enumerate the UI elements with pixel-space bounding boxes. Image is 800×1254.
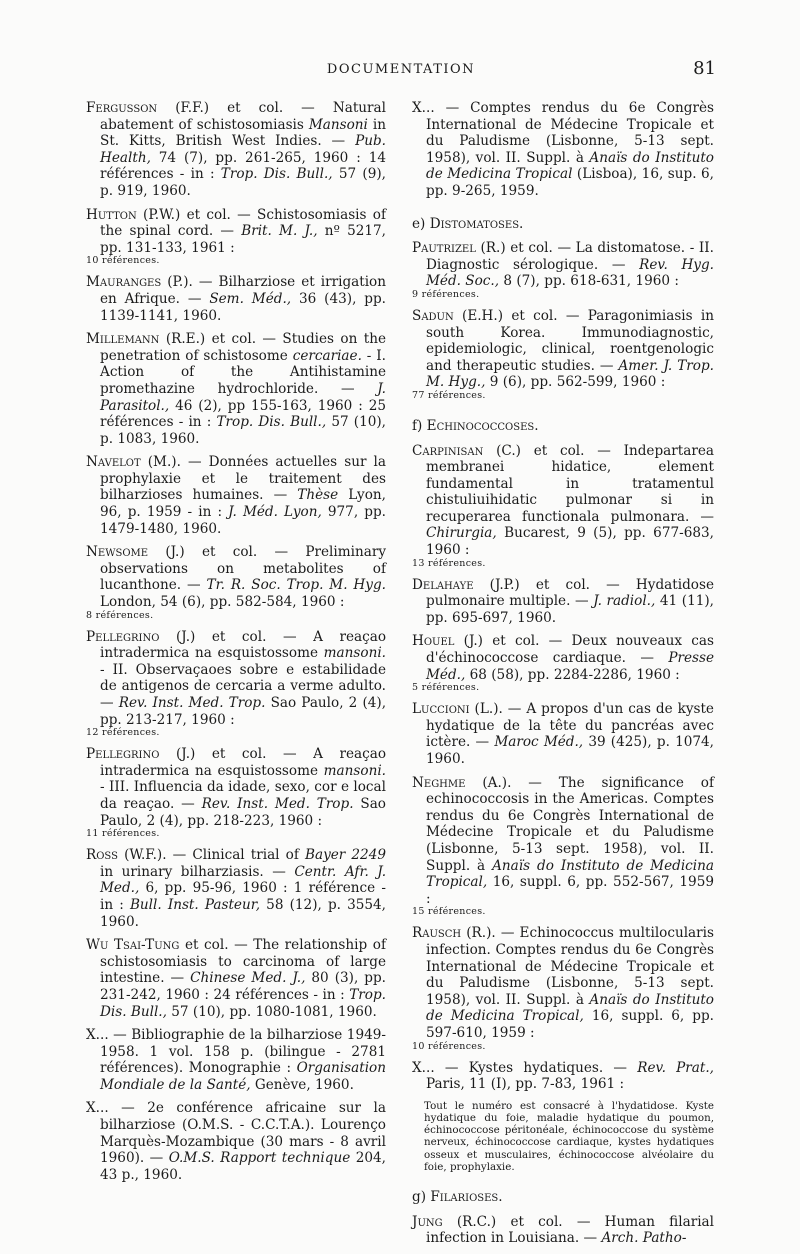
entry-author: Pellegrino (J.) bbox=[86, 628, 196, 645]
entry-references-count: 77 références. bbox=[412, 389, 486, 401]
bibliography-entry bbox=[86, 937, 386, 1020]
bibliography-entry bbox=[412, 443, 714, 570]
entries-distomatoses bbox=[412, 240, 714, 402]
entry-journal: Rev. Inst. Med. Trop. bbox=[118, 695, 266, 711]
bibliography-entry bbox=[412, 1060, 714, 1093]
bibliography-entry bbox=[412, 633, 714, 694]
entry-italic: Bayer 2249 bbox=[304, 847, 386, 864]
entry-references-count: 11 références. bbox=[86, 828, 160, 840]
entry-text: 57 (10), p. 1083, 1960. bbox=[100, 414, 387, 447]
entry-italic: cercariae. bbox=[292, 347, 362, 364]
entry-text: 39 (425), p. 1074, 1960. bbox=[426, 734, 714, 767]
entry-text: et col. — The relationship of schistosomiasis to carcinoma of large intestine. — bbox=[100, 937, 386, 987]
entry-references-count: 15 références. bbox=[412, 906, 486, 918]
entry-text: et col. — Deux nouveaux cas d'échinococcose cardiaque. — bbox=[426, 633, 714, 667]
entry-text: Sao Paulo, 2 (4), pp. 218-223, 1960 : bbox=[100, 795, 386, 829]
bibliography-entry bbox=[412, 100, 714, 200]
entry-author: Jung (R.C.) bbox=[412, 1213, 497, 1230]
section-title: Distomatoses. bbox=[429, 215, 524, 232]
section-letter: e) bbox=[412, 215, 426, 232]
bibliography-entry bbox=[412, 925, 714, 1052]
entry-text: et col. — A reaçao intradermica na esquistossome bbox=[100, 746, 386, 779]
entry-text: 58 (12), p. 3554, 1960. bbox=[100, 896, 387, 930]
section-letter: g) bbox=[412, 1188, 427, 1205]
entry-journal: Rev. Prat., bbox=[637, 1059, 714, 1076]
entry-text: 6, pp. 95-96, 1960 : 1 référence - in : bbox=[100, 880, 386, 913]
entry-journal: J. Méd. Lyon, bbox=[228, 504, 322, 521]
entry-journal: Maroc Méd., bbox=[494, 734, 584, 751]
section-title: Filarioses. bbox=[430, 1188, 503, 1205]
entry-journal: Anaïs do Instituto de Medicina Tropical, bbox=[426, 991, 714, 1025]
entry-journal: O.M.S. Rapport technique bbox=[168, 1150, 351, 1167]
entry-journal: Arch. Patho- bbox=[601, 1230, 687, 1247]
bibliography-entry bbox=[86, 274, 386, 324]
entry-text: London, 54 (6), pp. 582-584, 1960 : bbox=[100, 594, 345, 611]
entry-author: Mauranges (P.). bbox=[86, 274, 193, 291]
entry-text: — 2e conférence africaine sur la bilharziose (O.M.S. - C.C.T.A.). Lourenço Marquès-Mozambique (30 mars - 8 avril 1960). — bbox=[100, 1100, 386, 1167]
entry-text: - III. Influencia da idade, sexo, cor e local da reaçao. — bbox=[100, 779, 386, 812]
entry-note: Tout le numéro est consacré à l'hydatidose. Kyste hydatique du foie, maladie hydatique du poumon, échinococcose péritonéale, échinococcose du système nerveux, échinococcose cardiaque, kystes hydatiques osseux et musculaires, échinococcose alvéolaire du foie, prophylaxie. bbox=[424, 1099, 714, 1173]
entry-italic: mansoni. bbox=[323, 645, 386, 662]
left-column bbox=[86, 100, 386, 1190]
bibliography-entry bbox=[412, 308, 714, 402]
entry-text: 204, 43 p., 1960. bbox=[100, 1150, 386, 1183]
entry-text: 16, suppl. 6, pp. 552-567, 1959 : bbox=[426, 874, 714, 907]
entry-journal: Trop. Dis. Bull., bbox=[216, 414, 327, 431]
entry-author: Millemann (R.E.) bbox=[86, 331, 206, 348]
entry-text: 8 (7), pp. 618-631, 1960 : bbox=[499, 273, 679, 290]
bibliography-entry bbox=[86, 847, 386, 930]
entry-text: et col. — Studies on the penetration of schistosome bbox=[100, 331, 387, 364]
bibliography-entry bbox=[412, 240, 714, 301]
section-heading-filarioses bbox=[412, 1189, 714, 1206]
entry-journal: Chinese Med. J., bbox=[190, 970, 306, 987]
bibliography-entry bbox=[412, 701, 714, 767]
entry-text: 41 (11), pp. 695-697, 1960. bbox=[426, 593, 714, 626]
entry-text: et col. — Preliminary observations on metabolites of lucanthone. — bbox=[100, 544, 387, 594]
entry-author: Newsome (J.) bbox=[86, 544, 185, 561]
entry-journal: J. radiol., bbox=[593, 593, 656, 610]
entry-text: 36 (43), pp. 1139-1141, 1960. bbox=[100, 290, 386, 324]
entry-references-count: 12 références. bbox=[86, 727, 160, 739]
entry-text: 80 (3), pp. 231-242, 1960 : 24 références - in : bbox=[100, 970, 386, 1003]
entry-text: 57 (9), p. 919, 1960. bbox=[100, 166, 386, 199]
entry-author: Wu Tsai-Tung bbox=[86, 937, 180, 954]
section-heading-distomatoses bbox=[412, 216, 714, 233]
entry-author: Sadun (E.H.) bbox=[412, 307, 504, 324]
entry-references-count: 9 références. bbox=[412, 288, 480, 300]
entry-journal: Centr. Afr. J. Med., bbox=[100, 863, 387, 897]
entry-text: — Echinococcus multilocularis infection. Comptes rendus du 6e Congrès International de Médecine Tropicale et du Paludisme (Lisbonne, 5-13 sept. 1958), vol. II. Suppl. à bbox=[426, 925, 714, 1008]
section-letter: f) bbox=[412, 417, 423, 434]
entry-journal: Bull. Inst. Pasteur, bbox=[129, 896, 261, 913]
entry-text: (Lisboa), 16, sup. 6, pp. 9-265, 1959. bbox=[426, 166, 714, 199]
entry-text: et col. — La distomatose. - II. Diagnostic sérologique. — bbox=[426, 240, 714, 273]
entries-echinococcoses bbox=[412, 443, 714, 1093]
bibliography-entry bbox=[412, 775, 714, 919]
entry-text: Sao Paulo, 2 (4), pp. 213-217, 1960 : bbox=[100, 695, 387, 728]
entry-author: Fergusson (F.F.) bbox=[86, 100, 210, 116]
entry-journal: Anaïs do Instituto de Medicina Tropical, bbox=[426, 857, 715, 891]
entry-journal: Anaïs do Instituto de Medicina Tropical bbox=[426, 149, 714, 183]
entry-journal: Rev. Inst. Med. Trop. bbox=[201, 795, 354, 812]
entry-author: Delahaye (J.P.) bbox=[412, 576, 520, 593]
entry-text: in St. Kitts, British West Indies. — bbox=[100, 116, 386, 150]
entry-text: — Clinical trial of bbox=[166, 847, 305, 864]
bibliography-entry bbox=[86, 331, 386, 447]
bibliography-entry bbox=[86, 1027, 386, 1093]
entry-author: Neghme (A.). bbox=[412, 774, 512, 791]
entry-references-count: 8 références. bbox=[86, 609, 154, 621]
page-header bbox=[86, 58, 716, 82]
entry-text: — A propos d'un cas de kyste hydatique de la tête du pancréas avec ictère. — bbox=[426, 701, 714, 751]
entry-author: Houel (J.) bbox=[412, 633, 483, 650]
entry-journal: Tr. R. Soc. Trop. M. Hyg. bbox=[206, 577, 386, 594]
entry-references-count: 10 références. bbox=[412, 1040, 486, 1052]
entry-text: et col. — Human filarial infection in Louisiana. — bbox=[426, 1213, 714, 1247]
entry-text: et col. — Schistosomiasis of the spinal cord. — bbox=[100, 206, 387, 240]
entry-text: - II. Observaçaoes sobre e estabilidade de antigenos de cercaria a verme adulto. — bbox=[100, 661, 386, 711]
entry-text: 16, suppl. 6, pp. 597-610, 1959 : bbox=[426, 1008, 714, 1041]
entry-text: Paris, 11 (I), pp. 7-83, 1961 : bbox=[426, 1076, 625, 1093]
entry-author: X... bbox=[412, 100, 435, 116]
section-heading-echinococcoses bbox=[412, 418, 714, 435]
entry-journal: Sem. Méd., bbox=[209, 290, 292, 307]
entry-author: Pautrizel (R.) bbox=[412, 240, 506, 257]
entry-journal: Trop. Dis. Bull., bbox=[220, 166, 333, 183]
entry-text: et col. — A reaçao intradermica na esquistossome bbox=[100, 628, 386, 662]
entry-author: Carpinisan (C.) bbox=[412, 442, 521, 459]
bibliography-entry bbox=[86, 207, 386, 268]
bibliography-entry bbox=[412, 577, 714, 627]
entry-author: Ross (W.F.). bbox=[86, 847, 167, 864]
entry-author: X... bbox=[412, 1059, 435, 1076]
entry-text: 68 (58), pp. 2284-2286, 1960 : bbox=[465, 666, 680, 683]
entry-text: - I. Action of the Antihistamine promethazine hydrochloride. — bbox=[100, 347, 386, 397]
entry-journal: Amer. J. Trop. M. Hyg., bbox=[426, 357, 714, 391]
entry-text: et col. — Indepartarea membranei hidatice, element fundamental in tratamentul chistuliuihidatic pulmonar si in recuperarea functionala pulmonara. — bbox=[426, 442, 714, 525]
entry-text: Bucarest, 9 (5), pp. 677-683, 1960 : bbox=[426, 525, 714, 559]
running-title: DOCUMENTATION bbox=[326, 62, 476, 77]
right-column bbox=[412, 100, 714, 1254]
entry-text: nº 5217, pp. 131-133, 1961 : bbox=[100, 223, 386, 256]
entry-text: 9 (6), pp. 562-599, 1960 : bbox=[485, 374, 666, 391]
entry-author: Rausch (R.). bbox=[412, 925, 496, 942]
bibliography-entry bbox=[86, 454, 386, 537]
entries-continued bbox=[412, 100, 714, 200]
entry-text: 57 (10), pp. 1080-1081, 1960. bbox=[166, 1003, 377, 1020]
entries-filarioses bbox=[412, 1214, 714, 1247]
bibliography-entry bbox=[86, 544, 386, 621]
bibliography-entry bbox=[86, 1100, 386, 1183]
entry-references-count: 10 références. bbox=[86, 255, 160, 267]
entry-text: — The significance of echinococcosis in the Americas. Comptes rendus du 6e Congrès International de Médecine Tropicale et du Paludisme (Lisbonne, 5-13 sept. 1958), vol. II. Suppl. à bbox=[426, 774, 714, 874]
entry-text: in urinary bilharziasis. — bbox=[100, 863, 295, 880]
entry-author: Hutton (P.W.) bbox=[86, 206, 181, 223]
entry-text: 46 (2), pp 155-163, 1960 : 25 références - in : bbox=[100, 397, 386, 431]
entry-italic: Mansoni bbox=[308, 116, 368, 133]
entry-journal: Presse Méd., bbox=[426, 650, 714, 683]
entry-text: Genève, 1960. bbox=[250, 1076, 354, 1093]
entry-author: Pellegrino (J.) bbox=[86, 746, 196, 763]
entry-text: — Bibliographie de la bilharziose 1949-1958. 1 vol. 158 p. (bilingue - 2781 références). Monographie : bbox=[100, 1027, 386, 1077]
bibliography-entry bbox=[412, 1214, 714, 1247]
entry-journal: Pub. Health, bbox=[100, 133, 386, 166]
entry-author: X... bbox=[86, 1100, 109, 1117]
entry-text: Lyon, 96, p. 1959 - in : bbox=[100, 487, 386, 521]
section-title: Echinococcoses. bbox=[426, 417, 539, 434]
entry-journal: J. Parasitol., bbox=[100, 380, 386, 414]
entry-author: Luccioni (L.). bbox=[412, 701, 503, 718]
entry-journal: Trop. Dis. Bull., bbox=[100, 986, 386, 1020]
entry-italic: mansoni. bbox=[323, 762, 386, 779]
entry-text: et col. — Paragonimiasis in south Korea. Immunodiagnostic, epidemiologic, clinical, roentgenologic and therapeutic studies. — bbox=[426, 307, 715, 374]
bibliography-entry bbox=[86, 100, 386, 200]
entry-journal: Organisation Mondiale de la Santé, bbox=[100, 1060, 386, 1093]
entry-text: 74 (7), pp. 261-265, 1960 : 14 références - in : bbox=[100, 149, 386, 183]
entry-text: et col. — Hydatidose pulmonaire multiple. — bbox=[426, 576, 714, 610]
entry-text: — Données actuelles sur la prophylaxie et le traitement des bilharzioses humaines. — bbox=[100, 454, 386, 504]
entry-references-count: 13 références. bbox=[412, 557, 486, 569]
entry-text: 977, pp. 1479-1480, 1960. bbox=[100, 504, 386, 537]
bibliography-entry bbox=[86, 629, 386, 740]
entry-references-count: 5 références. bbox=[412, 682, 480, 694]
bibliography-entry bbox=[86, 746, 386, 840]
entry-text: — Comptes rendus du 6e Congrès International de Médecine Tropicale et du Paludisme (Lisbonne, 5-13 sept. 1958), vol. II. Suppl. à bbox=[426, 100, 714, 166]
entry-text: et col. — Natural abatement of schistosomiasis bbox=[100, 100, 386, 133]
entry-journal: Brit. M. J., bbox=[241, 223, 318, 240]
entry-author: X... bbox=[86, 1027, 109, 1044]
page-number: 81 bbox=[693, 58, 716, 79]
entry-text: — Kystes hydatiques. — bbox=[434, 1059, 638, 1076]
entry-journal: Chirurgia, bbox=[426, 525, 497, 542]
entry-text: — Bilharziose et irrigation en Afrique. — bbox=[100, 274, 386, 307]
entry-journal: Thèse bbox=[297, 487, 339, 504]
entry-author: Navelot (M.). bbox=[86, 454, 181, 471]
entry-journal: Rev. Hyg. Méd. Soc., bbox=[426, 256, 715, 290]
